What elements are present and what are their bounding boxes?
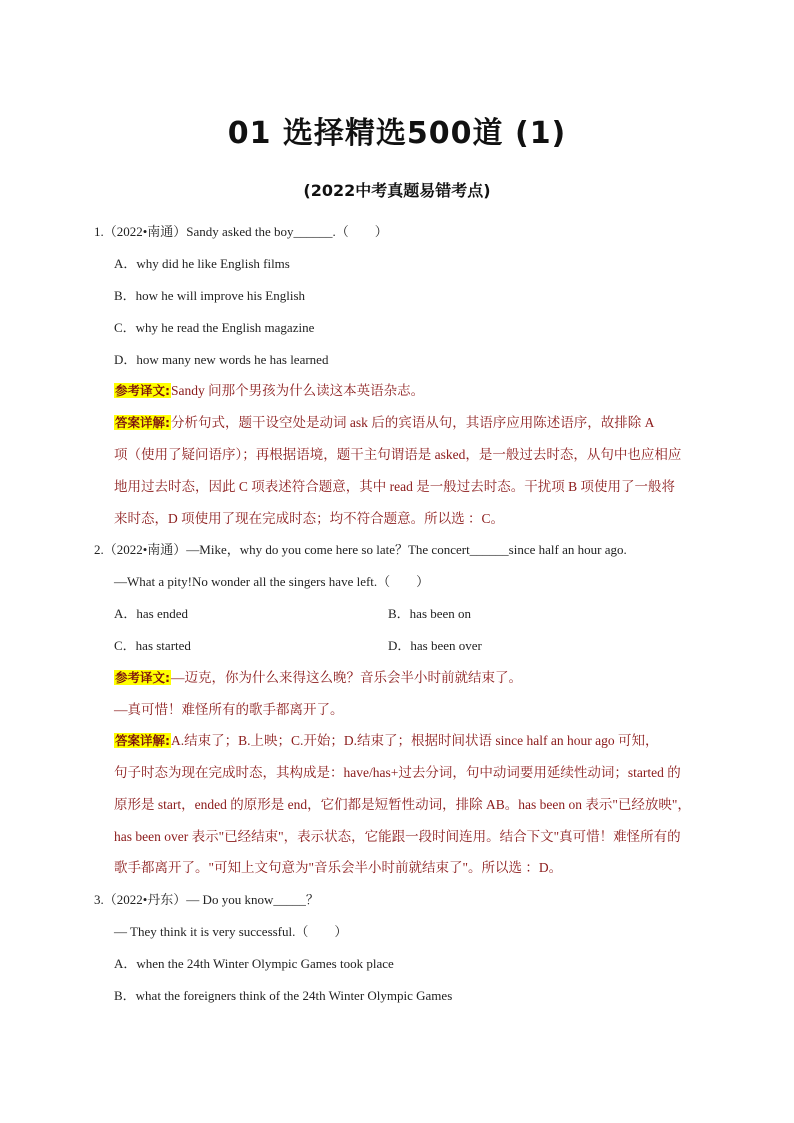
question-2-stem-2: —What a pity!No wonder all the singers have left.（ ） [114,574,430,589]
q1-explain-line-4: 来时态，D 项使用了现在完成时态；均不符合题意。所以选 ：C。 [114,511,505,526]
q2-translation-text: —迈克，你为什么来得这么晚？音乐会半小时前就结束了。 [171,670,522,685]
q1-explain-text-1: 分析句式，题干设空处是动词 ask 后的宾语从句，其语序应用陈述语序，故排除 A [171,415,655,430]
question-1-stem: 1.（2022•南通）Sandy asked the boy______.（ ） [94,224,388,239]
q1-explain-line-3: 地用过去时态，因此 C 项表述符合题意，其中 read 是一般过去时态。干扰项 B 项使用了一般将 [114,479,675,494]
q1-translation-text: Sandy 问那个男孩为什么读这本英语杂志。 [171,383,425,398]
q2-option-d: D．has been over [388,638,482,653]
q3-option-b: B．what the foreigners think of the 24th Winter Olympic Games [114,988,453,1003]
q2-translation [114,670,522,686]
q2-explain-line-3: 原形是 start，ended 的原形是 end，它们都是短暂性动词，排除 AB。has been on 表示"已经放映"， [114,797,691,812]
q1-option-a: A．why did he like English films [114,256,290,271]
q1-option-b: B．how he will improve his English [114,288,306,303]
q2-explain-text-1: A.结束了；B.上映；C.开始；D.结束了；根据时间状语 since half an hour ago 可知， [171,733,659,748]
q2-option-a: A．has ended [114,606,189,621]
q1-translation [114,383,424,399]
translation-tag: 参考译文: [115,383,170,398]
explain-tag: 答案详解: [115,415,170,430]
q2-explain-line-1 [114,733,658,749]
q2-explain-line-5: 歌手都离开了。"可知上文句意为"音乐会半小时前就结束了"。所以选 ：D。 [114,860,563,875]
question-3-stem: 3.（2022•丹东）— Do you know_____？ [94,892,319,907]
q2-explain-line-2: 句子时态为现在完成时态，其构成是：have/has+过去分词，句中动词要用延续性动词；started 的 [114,765,681,780]
q1-option-d: D．how many new words he has learned [114,352,329,367]
question-2-stem: 2.（2022•南通）—Mike，why do you come here so late？The concert______since half an hour ago. [94,542,627,557]
q2-explain-line-4: has been over 表示"已经结束"，表示状态，它能跟一段时间连用。结合下文"真可惜！难怪所有的 [114,829,681,844]
q2-option-c: C．has started [114,638,191,653]
translation-tag: 参考译文: [115,670,170,685]
page-title: 01 选择精选500道 (1) [227,116,567,151]
page-subtitle: (2022中考真题易错考点) [303,181,491,200]
q1-explain-line-1 [114,415,654,431]
q1-explain-line-2: 项（使用了疑问语序）；再根据语境，题干主句谓语是 asked，是一般过去时态，从句中也应相应 [114,447,682,462]
q3-option-a: A．when the 24th Winter Olympic Games took place [114,956,394,971]
q1-option-c: C．why he read the English magazine [114,320,315,335]
question-3-stem-2: — They think it is very successful.（ ） [114,924,348,939]
explain-tag: 答案详解: [115,733,170,748]
q2-option-b: B．has been on [388,606,472,621]
q2-translation-2: —真可惜！难怪所有的歌手都离开了。 [114,702,344,717]
